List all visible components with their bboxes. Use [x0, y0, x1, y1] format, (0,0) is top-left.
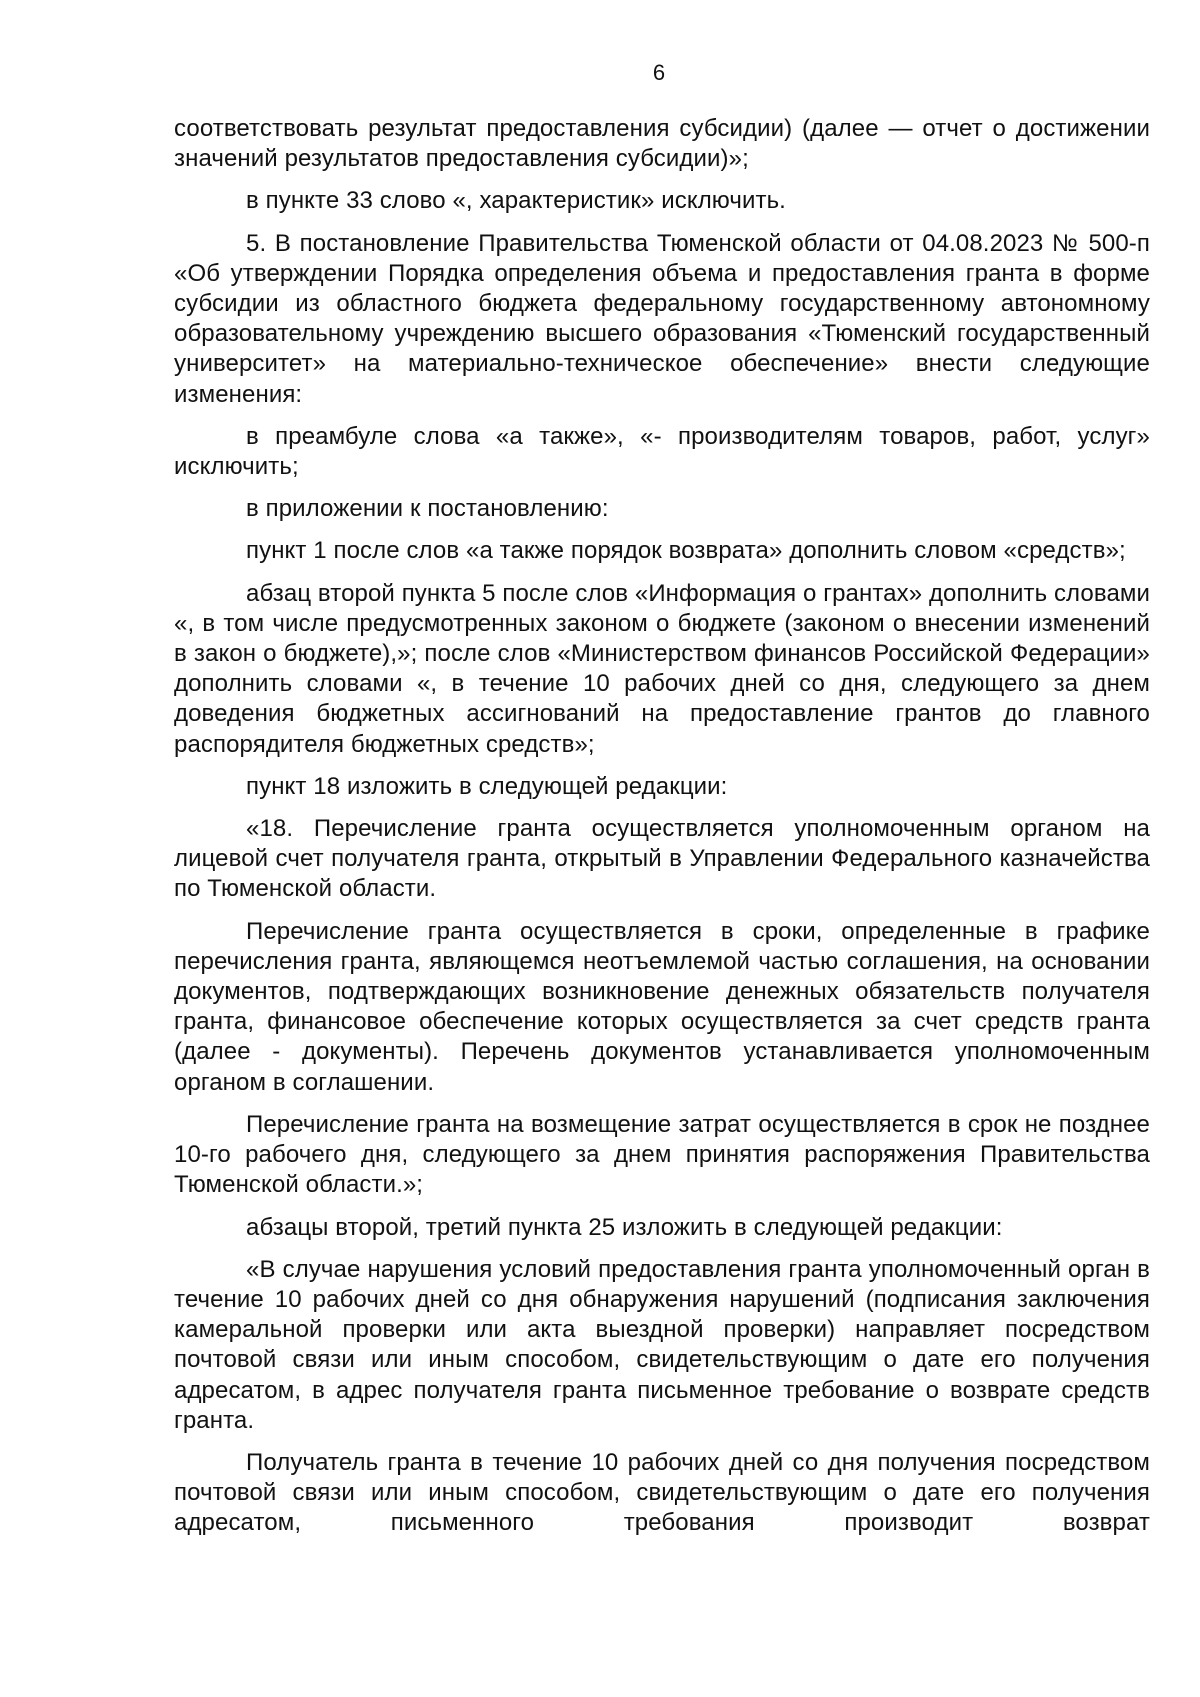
paragraph: в приложении к постановлению: — [246, 495, 609, 523]
paragraph-last: Получатель гранта в течение 10 рабочих дней со дня получения посредством почтовой связи или иным способом, свидетельствующим о дате его получения адресатом, письменного требования производит возврат — [174, 1448, 1150, 1537]
paragraph: абзацы второй, третий пункта 25 изложить в следующей редакции: — [246, 1213, 1003, 1241]
paragraph: «18. Перечисление гранта осуществляется уполномоченным органом на лицевой счет получателя гранта, открытый в Управлении Федерального казначейства по Тюменской области. — [174, 815, 1150, 903]
paragraph: Перечисление гранта на возмещение затрат осуществляется в срок не позднее 10-го рабочего дня, следующего за днем принятия распоряжения Правительства Тюменской области.»; — [174, 1110, 1150, 1199]
paragraph-continuation: соответствовать результат предоставления субсидии) (далее — отчет о достижении значений результатов предоставления субсидии)»; — [174, 115, 1150, 173]
paragraph: в преамбуле слова «а также», «- производителям товаров, работ, услуг» исключить; — [174, 422, 1150, 481]
paragraph: пункт 1 после слов «а также порядок возврата» дополнить словом «средств»; — [246, 537, 1126, 565]
paragraph: пункт 18 изложить в следующей редакции: — [246, 772, 728, 800]
paragraph: абзац второй пункта 5 после слов «Информация о грантах» дополнить словами «, в том числе предусмотренных законом о бюджете (законом о внесении изменений в закон о бюджете),»; после слов «Министерством финансов Российской Федерации» дополнить словами «, в течение 10 рабочих дней со дня, следующего за днем доведения бюджетных ассигнований на предоставление грантов до главного распорядителя бюджетных средств»; — [174, 579, 1150, 758]
document-body — [174, 114, 1150, 1551]
paragraph: Перечисление гранта осуществляется в сроки, определенные в графике перечисления гранта, являющемся неотъемлемой частью соглашения, на основании документов, подтверждающих возникновение денежных обязательств получателя гранта, финансовое обеспечение которых осуществляется за счет средств гранта (далее - документы). Перечень документов устанавливается уполномоченным органом в соглашении. — [174, 917, 1150, 1096]
paragraph: 5. В постановление Правительства Тюменской области от 04.08.2023 № 500-п «Об утверждении Порядка определения объема и предоставления гранта в форме субсидии из областного бюджета федеральному государственному автономному образовательному учреждению высшего образования «Тюменский государственный университет» на материально-техническое обеспечение» внести следующие изменения: — [174, 229, 1150, 408]
paragraph: «В случае нарушения условий предоставления гранта уполномоченный орган в течение 10 рабочих дней со дня обнаружения нарушений (подписания заключения камеральной проверки или акта выездной проверки) направляет посредством почтовой связи или иным способом, свидетельствующим о дате его получения адресатом, в адрес получателя гранта письменное требование о возврате средств гранта. — [174, 1255, 1150, 1434]
paragraph: в пункте 33 слово «, характеристик» исключить. — [246, 187, 786, 215]
page-number: 6 — [652, 60, 666, 85]
